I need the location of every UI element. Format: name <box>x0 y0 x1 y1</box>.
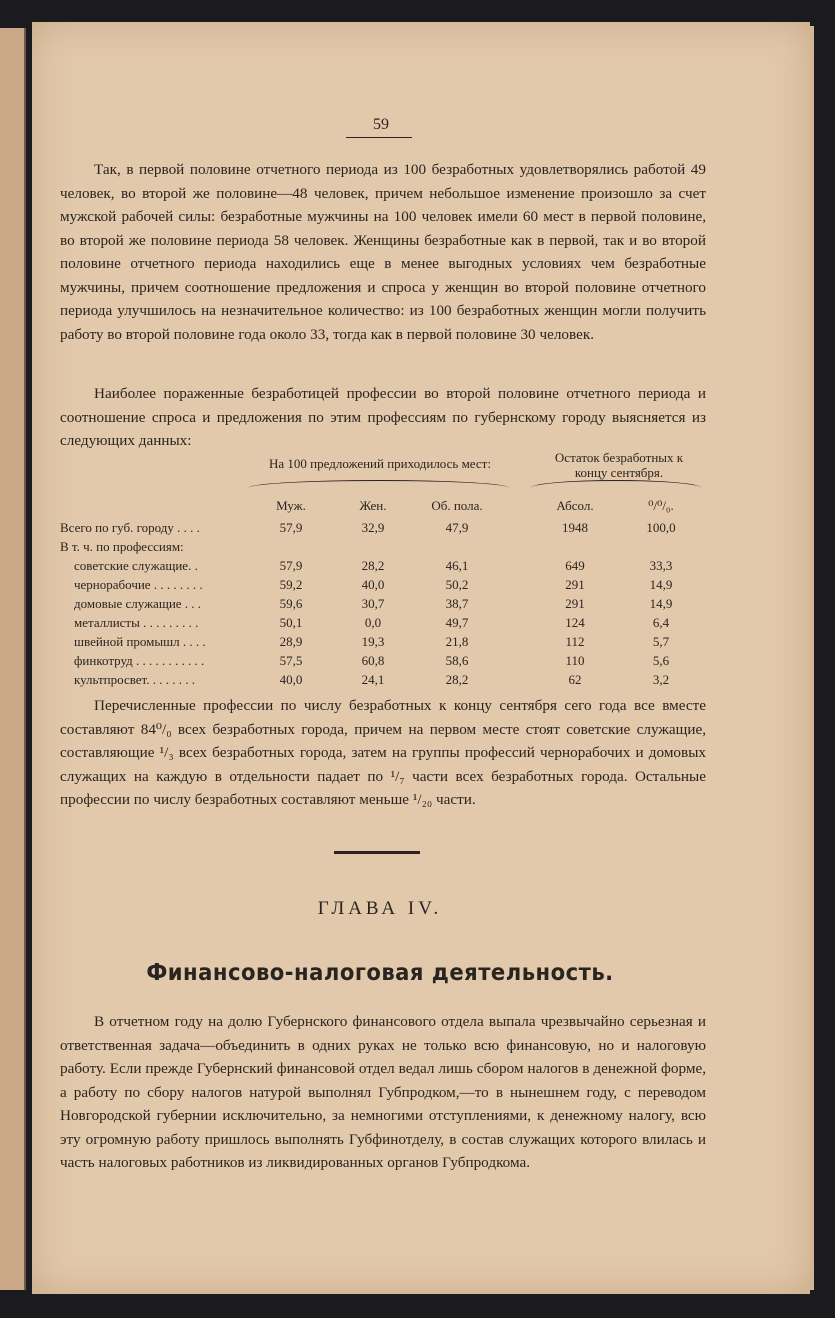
cell-male: 57,9 <box>279 520 303 535</box>
cell-female: 30,7 <box>361 596 385 611</box>
table-brace-group2 <box>530 480 702 489</box>
section-divider <box>334 851 420 854</box>
paragraph-1-text: Так, в первой половине отчетного периода из 100 безработных удовлетворялись работой 49 человек, во второй же половине—48 человек, причем небольшое изменение произошло за счет мужской рабочей силы: безработные мужчины на 100 человек имели 60 мест в первой половине, во второй же половине периода 58 человек. Женщины безработные как в первой, так и во второй половине отчетного периода находились еще в менее выгодных условиях чем безработные мужчины, причем соотношение предложения и спроса у женщин во второй половине отчетного периода улучшилось на незначительное количество: из 100 безработных женщин могли получить работу во второй половине года около 33, тогда как в первой половине 30 человек. <box>60 161 706 343</box>
table-group-header-places: На 100 предложений приходилось мест: <box>269 456 491 471</box>
cell-percent: 5,7 <box>652 634 670 649</box>
cell-both: 21,8 <box>445 634 469 649</box>
table-row <box>60 651 706 670</box>
col-header-absolute: Абсол. <box>556 498 594 513</box>
cell-male: 57,9 <box>279 558 303 573</box>
cell-percent: 3,2 <box>652 672 670 687</box>
cell-absolute: 291 <box>565 596 585 611</box>
cell-male: 40,0 <box>279 672 303 687</box>
cell-female: 32,9 <box>361 520 385 535</box>
table-row <box>60 518 706 537</box>
cell-percent: 33,3 <box>649 558 673 573</box>
paragraph-2-text: Наиболее пораженные безработицей профессии во второй половине отчетного периода и соотношение спроса и предложения по этим профессиям по губернскому городу выясняется из следующих данных: <box>60 385 706 449</box>
cell-both: 38,7 <box>445 596 469 611</box>
cell-percent: 5,6 <box>652 653 670 668</box>
row-label: Всего по губ. городу . . . . <box>60 520 200 535</box>
row-label: финкотруд . . . . . . . . . . . <box>74 653 205 668</box>
row-label: швейной промышл . . . . <box>74 634 206 649</box>
row-label: домовые служащие . . . <box>74 596 202 611</box>
cell-female: 40,0 <box>361 577 385 592</box>
cell-both: 58,6 <box>445 653 469 668</box>
table-row <box>60 632 706 651</box>
cell-both: 46,1 <box>445 558 469 573</box>
paragraph-professions-summary <box>60 694 706 812</box>
row-label: В т. ч. по профессиям: <box>60 539 184 554</box>
group2-header-line1: Остаток безработных к <box>554 450 684 465</box>
cell-female: 24,1 <box>361 672 385 687</box>
cell-female: 60,8 <box>361 653 385 668</box>
cell-male: 50,1 <box>279 615 303 630</box>
col-header-male: Муж. <box>276 498 306 513</box>
cell-absolute: 1948 <box>562 520 588 535</box>
cell-both: 50,2 <box>445 577 469 592</box>
table-brace-group1 <box>248 480 510 489</box>
table-row <box>60 594 706 613</box>
cell-male: 59,2 <box>279 577 303 592</box>
cell-both: 28,2 <box>445 672 469 687</box>
section-heading: Финансово-налоговая деятельность. <box>146 960 614 986</box>
table-row <box>60 575 706 594</box>
cell-percent: 6,4 <box>652 615 670 630</box>
cell-absolute: 649 <box>565 558 585 573</box>
table-header-row <box>60 496 706 515</box>
cell-male: 57,5 <box>279 653 303 668</box>
table-row <box>60 556 706 575</box>
row-label: металлисты . . . . . . . . . <box>74 615 199 630</box>
table-row <box>60 613 706 632</box>
table-row <box>60 670 706 689</box>
page-number-underline <box>346 137 412 138</box>
cell-female: 19,3 <box>361 634 385 649</box>
page-number: 59 <box>373 116 389 133</box>
table-row <box>60 537 706 556</box>
row-label: культпросвет. . . . . . . . <box>74 672 195 687</box>
cell-absolute: 291 <box>565 577 585 592</box>
unemployment-table <box>60 450 706 690</box>
col-header-both: Об. пола. <box>431 498 483 513</box>
col-header-female: Жен. <box>359 498 387 513</box>
cell-absolute: 62 <box>568 672 582 687</box>
cell-absolute: 124 <box>565 615 585 630</box>
cell-male: 59,6 <box>279 596 303 611</box>
cell-absolute: 112 <box>565 634 585 649</box>
paragraph-unemployment-ratio <box>60 158 706 346</box>
cell-female: 0,0 <box>364 615 382 630</box>
col-header-percent: ⁰/⁰/₀. <box>648 498 674 513</box>
cell-both: 49,7 <box>445 615 469 630</box>
chapter-title: ГЛАВА IV. <box>317 898 443 919</box>
cell-percent: 14,9 <box>649 577 673 592</box>
cell-female: 28,2 <box>361 558 385 573</box>
paragraph-finance-department <box>60 1010 706 1175</box>
cell-percent: 14,9 <box>649 596 673 611</box>
paragraph-professions-intro <box>60 382 706 453</box>
cell-absolute: 110 <box>565 653 585 668</box>
paragraph-4-text: В отчетном году на долю Губернского финансового отдела выпала чрезвычайно серьезная и ответственная задача—объединить в одних руках не только всю финансовую, но и налоговую работу. Если прежде Губернский финансовой отдел ведал лишь сбором налогов в денежной форме, а работу по сбору налогов натурой выполнял Губпродком,—то в нынешнем году, с переводом Новгородской губернии исключительно, за немногими отступлениями, к денежному налогу, всю эту огромную работу пришлось выполнять Губфинотделу, в состав служащих которого влилась и часть налоговых работников из ликвидированных органов Губпродкома. <box>60 1013 706 1171</box>
row-label: советские служащие. . <box>74 558 198 573</box>
cell-percent: 100,0 <box>646 520 676 535</box>
cell-male: 28,9 <box>279 634 303 649</box>
paragraph-3-text: Перечисленные профессии по числу безработных к концу сентября сего года все вместе составляют 84⁰/₀ всех безработных города, причем на первом месте стоят советские служащие, составляющие ¹/₃ всех безработных города, затем на группы профессий чернорабочих и домовых служащих на каждую в отдельности падает по ¹/₇ части всех безработных города. Остальные профессии по числу безработных составляют меньше ¹/₂₀ части. <box>60 697 706 808</box>
adjacent-page-edge <box>0 28 26 1290</box>
row-label: чернорабочие . . . . . . . . <box>74 577 203 592</box>
group2-header-line2: концу сентября. <box>574 465 664 480</box>
table-group-header-remaining <box>536 450 702 480</box>
cell-both: 47,9 <box>445 520 469 535</box>
